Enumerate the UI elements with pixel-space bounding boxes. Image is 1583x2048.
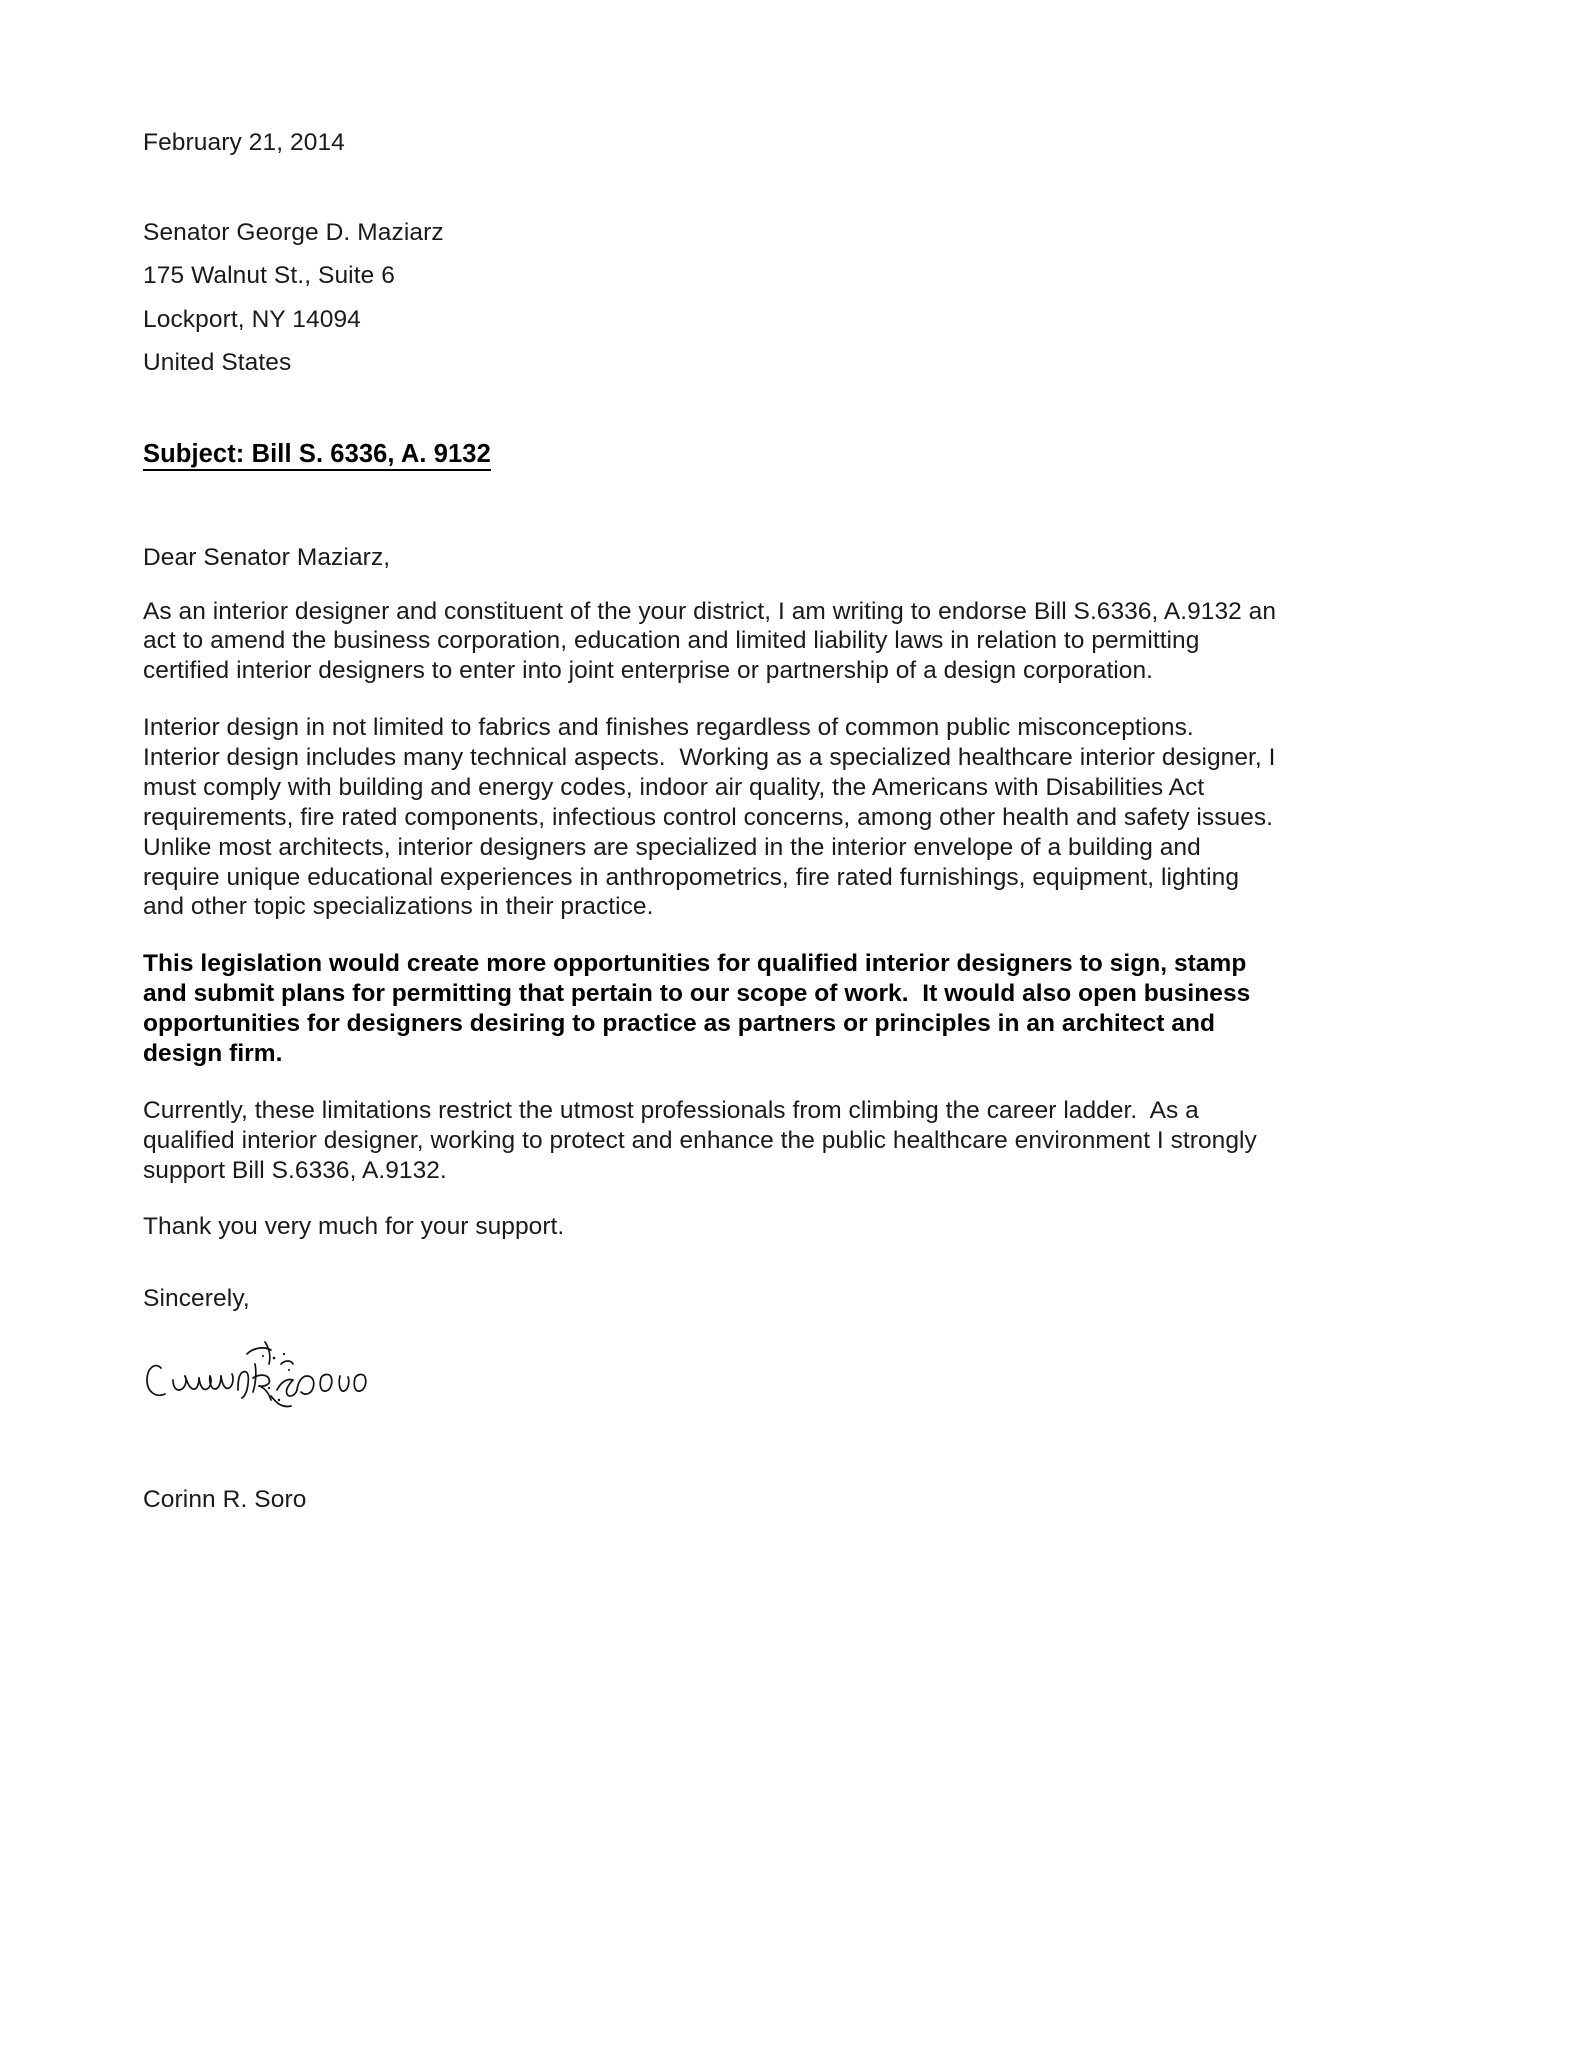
recipient-name: Senator George D. Maziarz (143, 218, 444, 246)
body-paragraph-4: Currently, these limitations restrict the utmost professionals from climbing the career ladder. As a qualified interior designer, working to protect and enhance the public healthcare environment I strongly support Bill S.6336, A.9132. (143, 1096, 1264, 1184)
body-paragraph-3: This legislation would create more opportunities for qualified interior designers to sign, stamp and submit plans for permitting that pertain to our scope of work. It would also open business opportunities for designers desiring to practice as partners or principles in an architect and design firm. (143, 950, 1258, 1067)
letter-date: February 21, 2014 (143, 129, 345, 156)
recipient-street: 175 Walnut St., Suite 6 (143, 262, 395, 289)
body-paragraph-1: As an interior designer and constituent of the your district, I am writing to endorse Bill S.6336, A.9132 an act to amend the business corporation, education and limited liability laws in relation to permitting certified interior designers to enter into joint enterprise or partnership of a design corporation. (143, 597, 1283, 685)
recipient-city-state-zip: Lockport, NY 14094 (143, 305, 361, 333)
letter-body (143, 129, 1287, 1513)
salutation: Dear Senator Maziarz, (143, 544, 391, 571)
recipient-country: United States (143, 349, 292, 376)
handwritten-signature (143, 1334, 403, 1430)
closing-salutation: Sincerely, (143, 1285, 250, 1313)
body-paragraph-2: Interior design in not limited to fabrics and finishes regardless of common public misconceptions. Interior design includes many technical aspects. Working as a specialized healthcare interior designer, I must comply with building and energy codes, indoor air quality, the Americans with Disabilities Act requirements, fire rated components, infectious control concerns, among other health and safety issues. Unlike most architects, interior designers are specialized in the interior envelope of a building and require unique educational experiences in anthropometrics, fire rated furnishings, equipment, lighting and other topic specializations in their practice. (143, 714, 1287, 921)
recipient-address-block (143, 218, 1283, 376)
body-paragraph-5: Thank you very much for your support. (143, 1213, 565, 1241)
subject-line-wrapper (143, 439, 1283, 472)
signer-printed-name: Corinn R. Soro (143, 1485, 307, 1513)
subject-line: Subject: Bill S. 6336, A. 9132 (143, 442, 491, 472)
